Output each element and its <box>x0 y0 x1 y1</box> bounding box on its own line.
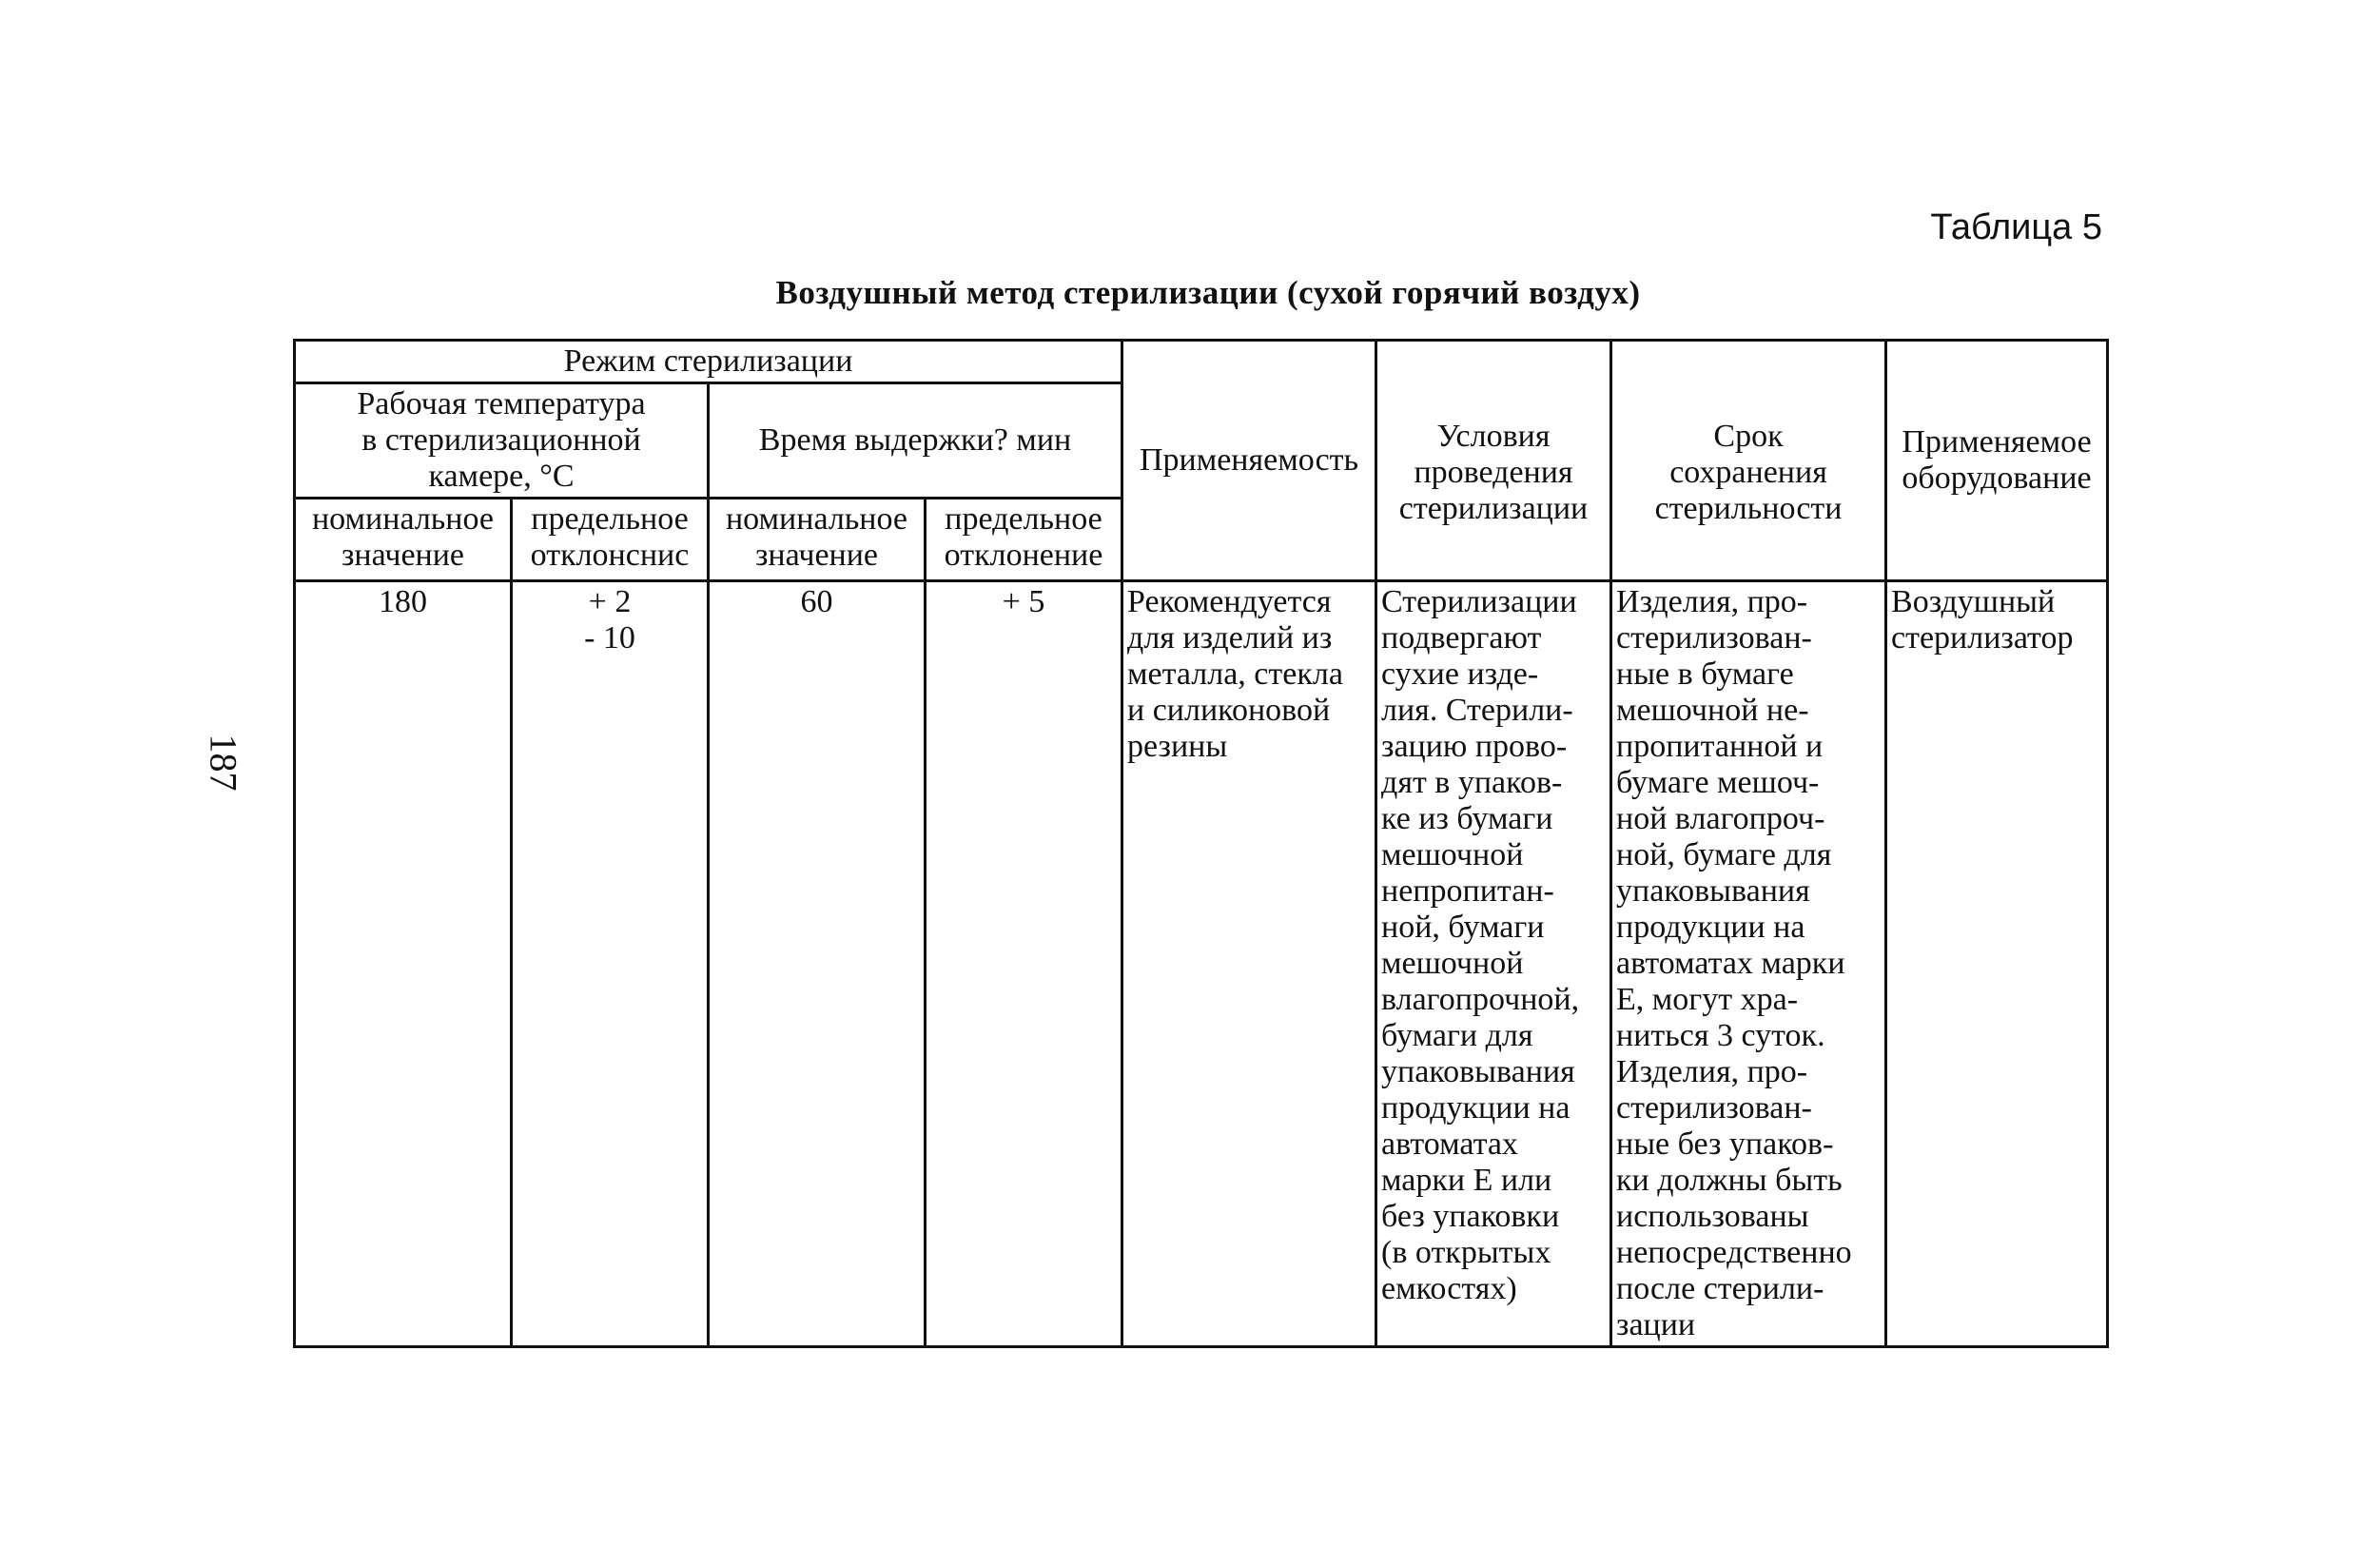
page-number: 187 <box>202 734 245 792</box>
header-conditions: Условия проведения стерилизации <box>1376 341 1611 581</box>
table-title: Воздушный метод стерилизации (сухой горячий воздух) <box>775 274 1641 311</box>
value-storage: Изделия, про- стерилизован- ные в бумаге мешочной не- пропитанной и бумаге мешоч- ной влагопроч- ной, бумаге для упаковывания продукции на автоматах марки Е, могут хра- ниться 3 суток. Изделия, про- стерилизован- ные без упаков- ки должны быть использованы непосредственно после стерили- зации <box>1611 581 1886 1347</box>
value-time-deviation: + 5 <box>926 581 1122 1347</box>
value-applicability: Рекомендуется для изделий из металла, стекла и силиконовой резины <box>1122 581 1376 1347</box>
header-row-1 <box>295 341 2108 383</box>
table-label: Таблица 5 <box>1930 207 2102 247</box>
value-equipment: Воздушный стерилизатор <box>1886 581 2108 1347</box>
value-temp-nominal: 180 <box>295 581 512 1347</box>
header-mode: Режим стерилизации <box>295 341 1122 383</box>
table-row <box>295 581 2108 1347</box>
value-time-nominal: 60 <box>709 581 926 1347</box>
sterilization-table <box>293 339 2109 1348</box>
header-temp-nominal: номинальное значение <box>295 499 512 581</box>
header-temperature: Рабочая температура в стерилизационной камере, °С <box>295 383 709 499</box>
header-temp-deviation: предельное отклонснис <box>512 499 709 581</box>
header-time-deviation: предельное отклонение <box>926 499 1122 581</box>
header-equipment: Применяемое оборудование <box>1886 341 2108 581</box>
header-time: Время выдержки? мин <box>709 383 1122 499</box>
header-applicability: Применяемость <box>1122 341 1376 581</box>
value-conditions: Стерилизации подвергают сухие изде- лия. Стерили- зацию прово- дят в упаков- ке из бумаги мешочной непропитан- ной, бумаги мешочной влагопрочной, бумаги для упаковывания продукции на автоматах марки Е или без упаковки (в открытых емкостях) <box>1376 581 1611 1347</box>
header-storage: Срок сохранения стерильности <box>1611 341 1886 581</box>
value-temp-deviation: + 2 - 10 <box>512 581 709 1347</box>
header-time-nominal: номинальное значение <box>709 499 926 581</box>
